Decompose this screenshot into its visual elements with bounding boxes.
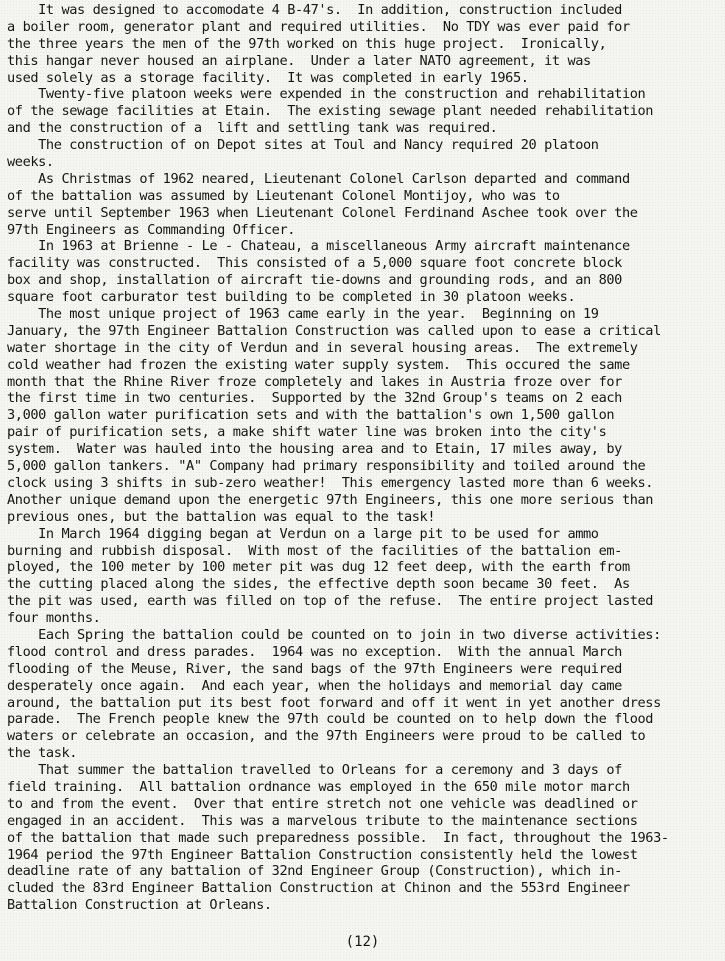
text-line: parade. The French people knew the 97th could be counted on to help down the flood [7,711,654,728]
text-line: The construction of on Depot sites at Toul and Nancy required 20 platoon [7,137,599,154]
text-line: Another unique demand upon the energetic 97th Engineers, this one more serious than [7,491,654,508]
text-line: serve until September 1963 when Lieutenant Colonel Ferdinand Aschee took over the [7,204,638,221]
text-line: previous ones, but the battalion was equal to the task! [7,508,436,525]
text-line: box and shop, installation of aircraft tie-downs and grounding rods, and an 800 [7,272,622,289]
text-line: cluded the 83rd Engineer Battalion Construction at Chinon and the 553rd Engineer [7,880,630,897]
text-line: The most unique project of 1963 came early in the year. Beginning on 19 [7,306,599,323]
text-line: four months. [7,610,101,627]
text-line: It was designed to accomodate 4 B-47's. In addition, construction included [7,2,622,18]
text-line: used solely as a storage facility. It was completed in early 1965. [7,69,529,86]
text-line: the first time in two centuries. Supported by the 32nd Group's teams on 2 each [7,390,622,407]
text-line: of the battalion was assumed by Lieutenant Colonel Montijoy, who was to [7,187,560,204]
text-line: weeks. [7,154,54,171]
text-line: 97th Engineers as Commanding Officer. [7,221,296,238]
text-line: As Christmas of 1962 neared, Lieutenant Colonel Carlson departed and command [7,170,630,187]
document-body [7,2,723,914]
text-line: a boiler room, generator plant and required utilities. No TDY was ever paid for [7,18,630,35]
text-line: of the battalion that made such preparedness possible. In fact, throughout the 1963- [7,829,669,846]
text-line: waters or celebrate an occasion, and the 97th Engineers were proud to be called to [7,728,646,745]
text-line: the pit was used, earth was filled on top of the refuse. The entire project lasted [7,593,654,610]
text-line: Each Spring the battalion could be counted on to join in two diverse activities: [7,626,661,643]
text-line: facility was constructed. This consisted of a 5,000 square foot concrete block [7,255,622,272]
text-line: ployed, the 100 meter by 100 meter pit was dug 12 feet deep, with the earth from [7,559,630,576]
text-line: to and from the event. Over that entire stretch not one vehicle was deadlined or [7,795,638,812]
text-line: the three years the men of the 97th worked on this huge project. Ironically, [7,35,607,52]
text-line: month that the Rhine River froze completely and lakes in Austria froze over for [7,373,622,390]
text-line: and the construction of a lift and settling tank was required. [7,120,498,137]
text-line: system. Water was hauled into the housing area and to Etain, 17 miles away, by [7,441,622,458]
text-line: flooding of the Meuse, River, the sand bags of the 97th Engineers were required [7,660,622,677]
text-line: clock using 3 shifts in sub-zero weather! This emergency lasted more than 6 weeks. [7,474,654,491]
text-line: January, the 97th Engineer Battalion Construction was called upon to ease a critical [7,322,661,339]
text-line: 1964 period the 97th Engineer Battalion Construction consistently held the lowest [7,846,638,863]
text-line: desperately once again. And each year, when the holidays and memorial day came [7,677,622,694]
text-line: cold weather had frozen the existing water supply system. This occured the same [7,356,630,373]
text-line: this hangar never housed an airplane. Under a later NATO agreement, it was [7,52,591,69]
text-line: square foot carburator test building to be completed in 30 platoon weeks. [7,289,576,306]
text-line: In 1963 at Brienne - Le - Chateau, a miscellaneous Army aircraft maintenance [7,238,630,255]
text-line: around, the battalion put its best foot forward and off it went in yet another dress [7,694,661,711]
text-line: Battalion Construction at Orleans. [7,897,272,914]
text-line: pair of purification sets, a make shift water line was broken into the city's [7,424,607,441]
text-line: the cutting placed along the sides, the effective depth soon became 30 feet. As [7,576,630,593]
text-line: That summer the battalion travelled to Orleans for a ceremony and 3 days of [7,762,622,779]
text-line: 3,000 gallon water purification sets and with the battalion's own 1,500 gallon [7,407,615,424]
text-line: of the sewage facilities at Etain. The existing sewage plant needed rehabilitation [7,103,654,120]
text-line: Twenty-five platoon weeks were expended in the construction and rehabilitation [7,86,646,103]
text-line: field training. All battalion ordnance was employed in the 650 mile motor march [7,778,630,795]
page-number: (12) [345,934,380,950]
text-line: In March 1964 digging began at Verdun on a large pit to be used for ammo [7,525,599,542]
text-line: water shortage in the city of Verdun and in several housing areas. The extremely [7,339,638,356]
text-line: the task. [7,745,78,762]
text-line: flood control and dress parades. 1964 was no exception. With the annual March [7,643,622,660]
text-line: deadline rate of any battalion of 32nd Engineer Group (Construction), which in- [7,863,622,880]
text-line: burning and rubbish disposal. With most of the facilities of the battalion em- [7,542,622,559]
text-line: engaged in an accident. This was a marvelous tribute to the maintenance sections [7,812,638,829]
text-line: 5,000 gallon tankers. "A" Company had primary responsibility and toiled around the [7,458,646,475]
